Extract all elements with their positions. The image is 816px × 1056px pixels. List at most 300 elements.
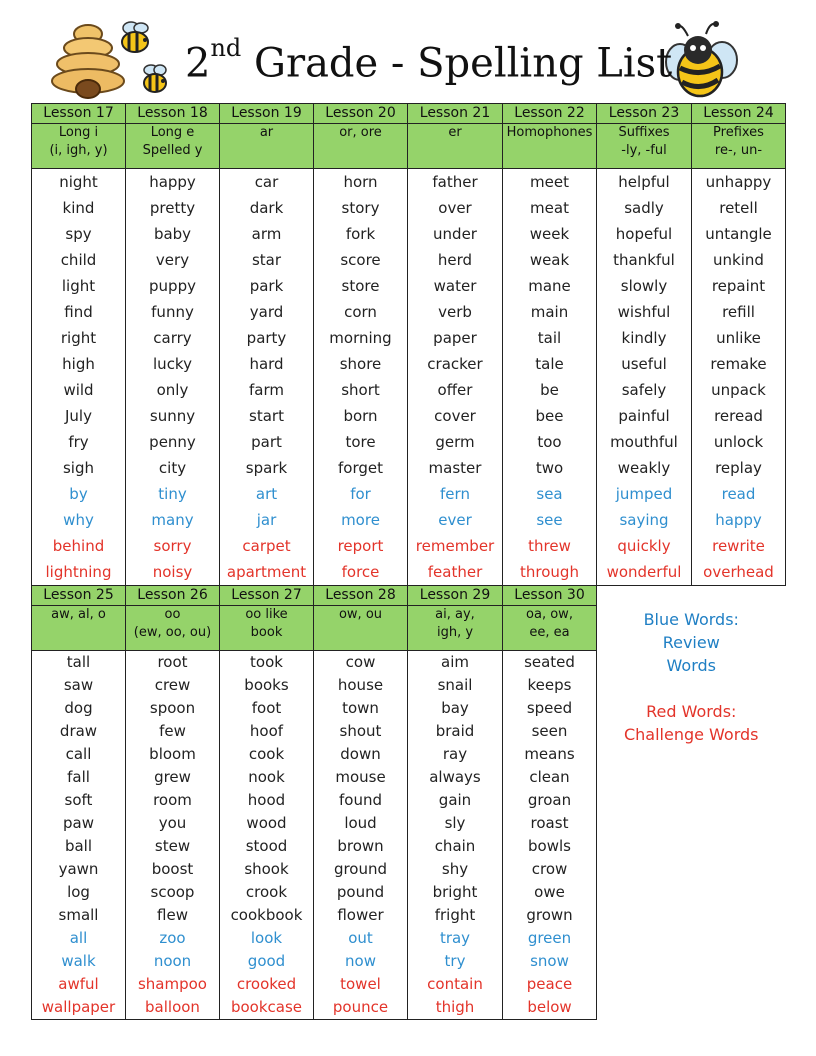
spelling-word: score xyxy=(340,251,381,269)
spelling-word: wild xyxy=(63,381,94,399)
spelling-word: aim xyxy=(441,653,469,671)
spelling-word: untangle xyxy=(705,225,772,243)
word-list xyxy=(408,169,503,586)
pattern-line: ai, ay, xyxy=(435,607,475,622)
spelling-word: you xyxy=(158,814,187,832)
pattern-line: ow, ou xyxy=(338,607,383,622)
spelling-word: dog xyxy=(64,699,93,717)
spelling-word: found xyxy=(339,791,382,809)
spelling-word: speed xyxy=(526,699,573,717)
spelling-grid xyxy=(31,103,786,1020)
lesson-header: Lesson 30 xyxy=(503,586,597,606)
spelling-word: father xyxy=(432,173,478,191)
spelling-word: cookbook xyxy=(230,906,303,924)
spelling-word: took xyxy=(250,653,283,671)
spelling-word: painful xyxy=(618,407,670,425)
spelling-word: corn xyxy=(344,303,377,321)
spelling-word: sadly xyxy=(624,199,664,217)
lesson-header: Lesson 17 xyxy=(32,104,126,124)
challenge-word: crooked xyxy=(236,975,297,993)
review-word: green xyxy=(527,929,572,947)
pattern-line: igh, y xyxy=(436,625,474,640)
pattern-line: (i, igh, y) xyxy=(49,143,108,158)
spelling-word: mouse xyxy=(335,768,386,786)
review-word: noon xyxy=(153,952,192,970)
spelling-word: roast xyxy=(530,814,569,832)
spelling-word: tail xyxy=(537,329,562,347)
pattern-line: Spelled y xyxy=(142,143,203,158)
spelling-word: star xyxy=(251,251,282,269)
spelling-word: brown xyxy=(337,837,384,855)
spelling-word: kindly xyxy=(621,329,667,347)
spelling-word: grown xyxy=(526,906,573,924)
spelling-word: wood xyxy=(246,814,287,832)
spelling-word: useful xyxy=(621,355,667,373)
lesson-pattern xyxy=(220,124,314,169)
spelling-word: refill xyxy=(722,303,755,321)
legend-text: Blue Words: xyxy=(643,610,739,629)
spelling-word: hopeful xyxy=(615,225,673,243)
spelling-word: unpack xyxy=(711,381,766,399)
spelling-word: horn xyxy=(343,173,378,191)
spelling-word: helpful xyxy=(618,173,670,191)
review-word: fern xyxy=(440,485,470,503)
spelling-word: tall xyxy=(66,653,91,671)
spelling-word: fork xyxy=(345,225,376,243)
spelling-word: cook xyxy=(248,745,285,763)
legend-text: Challenge Words xyxy=(623,725,759,744)
spelling-word: verb xyxy=(438,303,472,321)
pattern-line: Suffixes xyxy=(618,125,670,140)
review-word: sea xyxy=(536,485,563,503)
spelling-word: gain xyxy=(438,791,472,809)
spelling-word: log xyxy=(67,883,90,901)
spelling-word: unlike xyxy=(716,329,761,347)
lesson-header: Lesson 21 xyxy=(408,104,503,124)
pattern-line: Long i xyxy=(58,125,99,140)
challenge-word: apartment xyxy=(226,563,307,581)
review-word: more xyxy=(341,511,380,529)
review-word: now xyxy=(345,952,376,970)
lesson-header: Lesson 23 xyxy=(597,104,692,124)
spelling-word: meat xyxy=(530,199,569,217)
review-word: walk xyxy=(61,952,96,970)
review-word: read xyxy=(721,485,756,503)
spelling-word: bee xyxy=(535,407,564,425)
challenge-legend xyxy=(597,700,786,746)
challenge-word: awful xyxy=(58,975,99,993)
word-list xyxy=(126,169,220,586)
spelling-word: remake xyxy=(710,355,767,373)
word-list xyxy=(32,651,126,1020)
spelling-word: scoop xyxy=(150,883,195,901)
spelling-word: sigh xyxy=(62,459,94,477)
challenge-word: noisy xyxy=(152,563,193,581)
review-word: zoo xyxy=(159,929,186,947)
spelling-word: always xyxy=(429,768,481,786)
lesson-header: Lesson 24 xyxy=(692,104,786,124)
lesson-pattern xyxy=(503,606,597,651)
spelling-word: braid xyxy=(435,722,475,740)
spelling-word: loud xyxy=(344,814,377,832)
spelling-word: books xyxy=(244,676,289,694)
spelling-word: soft xyxy=(64,791,93,809)
bee-icon xyxy=(138,63,172,95)
pattern-line: aw, al, o xyxy=(51,607,106,622)
spelling-word: stew xyxy=(154,837,191,855)
spelling-word: ground xyxy=(333,860,388,878)
bee-icon xyxy=(660,20,744,102)
spelling-word: be xyxy=(540,381,559,399)
pattern-line: book xyxy=(250,625,283,640)
challenge-word: wallpaper xyxy=(41,998,116,1016)
lesson-header: Lesson 25 xyxy=(32,586,126,606)
pattern-line: ee, ea xyxy=(529,625,570,640)
spelling-word: foot xyxy=(251,699,282,717)
challenge-word: bookcase xyxy=(230,998,303,1016)
spelling-word: flew xyxy=(157,906,188,924)
word-list xyxy=(597,169,692,586)
pattern-line: Prefixes xyxy=(713,125,764,140)
spelling-word: room xyxy=(153,791,192,809)
spelling-word: cracker xyxy=(427,355,483,373)
lesson-header: Lesson 22 xyxy=(503,104,597,124)
spelling-word: grew xyxy=(154,768,191,786)
pattern-line: (ew, oo, ou) xyxy=(133,625,212,640)
page-title: 2nd Grade - Spelling List xyxy=(185,34,673,87)
spelling-word: farm xyxy=(249,381,284,399)
spelling-word: water xyxy=(433,277,477,295)
spelling-word: meet xyxy=(530,173,569,191)
challenge-word: shampoo xyxy=(137,975,207,993)
spelling-word: snail xyxy=(437,676,473,694)
spelling-word: unlock xyxy=(713,433,764,451)
spelling-word: owe xyxy=(534,883,565,901)
challenge-word: wonderful xyxy=(606,563,682,581)
pattern-line: -ly, -ful xyxy=(621,143,667,158)
spelling-word: funny xyxy=(151,303,194,321)
spelling-word: weak xyxy=(529,251,570,269)
review-word: all xyxy=(69,929,88,947)
spelling-word: replay xyxy=(715,459,762,477)
pattern-line: oa, ow, xyxy=(526,607,573,622)
bee-icon xyxy=(115,20,155,56)
spelling-word: spoon xyxy=(149,699,196,717)
spelling-word: high xyxy=(62,355,95,373)
spelling-word: paper xyxy=(433,329,477,347)
legend xyxy=(597,586,786,1020)
spelling-word: saw xyxy=(63,676,94,694)
review-legend xyxy=(597,608,786,677)
challenge-word: threw xyxy=(528,537,571,555)
spelling-word: wishful xyxy=(617,303,671,321)
pattern-line: er xyxy=(448,125,462,140)
review-word: try xyxy=(444,952,466,970)
review-word: jumped xyxy=(615,485,673,503)
spelling-word: bloom xyxy=(149,745,196,763)
review-word: look xyxy=(250,929,283,947)
lesson-pattern xyxy=(32,124,126,169)
spelling-word: party xyxy=(246,329,287,347)
spelling-word: main xyxy=(530,303,569,321)
lesson-header: Lesson 19 xyxy=(220,104,314,124)
spelling-word: offer xyxy=(437,381,473,399)
challenge-word: below xyxy=(527,998,572,1016)
word-list xyxy=(692,169,786,586)
spelling-word: forget xyxy=(338,459,383,477)
spelling-word: too xyxy=(537,433,562,451)
lesson-pattern xyxy=(408,606,503,651)
spelling-word: keeps xyxy=(527,676,572,694)
spelling-word: ball xyxy=(64,837,93,855)
spelling-word: fright xyxy=(434,906,476,924)
spelling-word: July xyxy=(65,407,92,425)
spelling-word: call xyxy=(65,745,92,763)
spelling-word: two xyxy=(535,459,564,477)
spelling-word: tale xyxy=(535,355,564,373)
spelling-word: fry xyxy=(68,433,89,451)
challenge-word: thigh xyxy=(435,998,475,1016)
spelling-word: paw xyxy=(63,814,94,832)
word-list xyxy=(126,651,220,1020)
spelling-word: part xyxy=(251,433,282,451)
pattern-line: re-, un- xyxy=(714,143,763,158)
review-word: many xyxy=(151,511,194,529)
spelling-word: hard xyxy=(249,355,284,373)
word-list xyxy=(314,651,408,1020)
spelling-word: means xyxy=(524,745,575,763)
lesson-header: Lesson 28 xyxy=(314,586,408,606)
spelling-word: start xyxy=(249,407,284,425)
challenge-word: overhead xyxy=(703,563,774,581)
spelling-word: few xyxy=(159,722,186,740)
spelling-word: sly xyxy=(444,814,466,832)
lesson-header: Lesson 26 xyxy=(126,586,220,606)
spelling-word: shook xyxy=(244,860,289,878)
pattern-line: ar xyxy=(259,125,274,140)
review-word: for xyxy=(350,485,371,503)
challenge-word: behind xyxy=(52,537,105,555)
word-list xyxy=(314,169,408,586)
spelling-word: mane xyxy=(528,277,571,295)
pattern-line: oo like xyxy=(245,607,288,622)
lesson-header: Lesson 20 xyxy=(314,104,408,124)
spelling-word: morning xyxy=(329,329,392,347)
challenge-word: contain xyxy=(427,975,483,993)
spelling-word: very xyxy=(155,251,190,269)
spelling-word: arm xyxy=(251,225,282,243)
spelling-word: weakly xyxy=(617,459,671,477)
word-list xyxy=(220,169,314,586)
spelling-word: bay xyxy=(441,699,469,717)
spelling-word: small xyxy=(58,906,99,924)
review-word: ever xyxy=(438,511,472,529)
spelling-word: story xyxy=(341,199,380,217)
spelling-word: dark xyxy=(249,199,284,217)
spelling-word: shore xyxy=(339,355,382,373)
spelling-word: happy xyxy=(149,173,196,191)
challenge-word: report xyxy=(337,537,384,555)
spelling-word: root xyxy=(157,653,188,671)
spelling-word: town xyxy=(342,699,379,717)
spelling-word: bowls xyxy=(528,837,571,855)
spelling-word: master xyxy=(428,459,482,477)
challenge-word: pounce xyxy=(332,998,389,1016)
challenge-word: remember xyxy=(415,537,495,555)
challenge-word: lightning xyxy=(45,563,112,581)
spelling-word: repaint xyxy=(711,277,766,295)
challenge-word: sorry xyxy=(153,537,192,555)
spelling-word: nook xyxy=(248,768,285,786)
spelling-word: crow xyxy=(531,860,568,878)
spelling-word: yawn xyxy=(58,860,99,878)
spelling-word: thankful xyxy=(613,251,675,269)
spelling-word: penny xyxy=(149,433,196,451)
review-word: tray xyxy=(439,929,471,947)
spelling-word: store xyxy=(341,277,380,295)
spelling-word: flower xyxy=(337,906,384,924)
spelling-word: shy xyxy=(441,860,469,878)
spelling-word: baby xyxy=(153,225,192,243)
spelling-word: tore xyxy=(345,433,376,451)
challenge-word: towel xyxy=(340,975,381,993)
pattern-line: Long e xyxy=(150,125,195,140)
challenge-word: balloon xyxy=(145,998,200,1016)
challenge-word: quickly xyxy=(617,537,671,555)
spelling-word: lucky xyxy=(153,355,192,373)
spelling-word: only xyxy=(156,381,189,399)
lesson-pattern xyxy=(692,124,786,169)
lesson-pattern xyxy=(597,124,692,169)
lesson-pattern xyxy=(126,124,220,169)
lesson-pattern xyxy=(220,606,314,651)
spelling-word: child xyxy=(60,251,97,269)
lesson-pattern xyxy=(126,606,220,651)
challenge-word: through xyxy=(520,563,579,581)
word-list xyxy=(408,651,503,1020)
spelling-word: boost xyxy=(151,860,194,878)
word-list xyxy=(503,651,597,1020)
review-word: see xyxy=(536,511,563,529)
lesson-pattern xyxy=(314,606,408,651)
spelling-word: bright xyxy=(432,883,478,901)
spelling-word: clean xyxy=(529,768,570,786)
spelling-word: shout xyxy=(339,722,382,740)
legend-text: Words xyxy=(666,656,716,675)
spelling-word: over xyxy=(438,199,472,217)
lesson-pattern xyxy=(408,124,503,169)
word-list xyxy=(220,651,314,1020)
spelling-word: short xyxy=(341,381,380,399)
word-list xyxy=(503,169,597,586)
spelling-word: ray xyxy=(442,745,468,763)
spelling-word: cover xyxy=(434,407,476,425)
spelling-word: seen xyxy=(531,722,568,740)
spelling-word: puppy xyxy=(149,277,196,295)
spelling-word: seated xyxy=(524,653,575,671)
spelling-word: carry xyxy=(153,329,192,347)
spelling-word: herd xyxy=(437,251,473,269)
spelling-word: find xyxy=(64,303,93,321)
review-word: snow xyxy=(530,952,569,970)
spelling-word: pound xyxy=(336,883,385,901)
spelling-word: spy xyxy=(65,225,92,243)
spelling-word: slowly xyxy=(620,277,668,295)
spelling-word: park xyxy=(249,277,284,295)
spelling-word: yard xyxy=(249,303,284,321)
review-word: by xyxy=(69,485,88,503)
spelling-word: under xyxy=(433,225,477,243)
challenge-word: rewrite xyxy=(712,537,765,555)
spelling-word: down xyxy=(340,745,381,763)
spelling-word: house xyxy=(337,676,384,694)
spelling-word: right xyxy=(60,329,97,347)
spelling-word: groan xyxy=(527,791,572,809)
lesson-header: Lesson 18 xyxy=(126,104,220,124)
spelling-word: reread xyxy=(714,407,763,425)
legend-text: Red Words: xyxy=(646,702,737,721)
lesson-pattern xyxy=(503,124,597,169)
review-word: tiny xyxy=(158,485,187,503)
spelling-word: chain xyxy=(434,837,476,855)
spelling-word: car xyxy=(254,173,279,191)
spelling-word: sunny xyxy=(149,407,196,425)
spelling-word: safely xyxy=(621,381,667,399)
pattern-line: Homophones xyxy=(506,125,593,140)
review-word: art xyxy=(255,485,278,503)
pattern-line: or, ore xyxy=(339,125,382,140)
spelling-word: crew xyxy=(154,676,191,694)
spelling-word: spark xyxy=(245,459,288,477)
word-list xyxy=(32,169,126,586)
review-word: saying xyxy=(619,511,669,529)
lesson-pattern xyxy=(32,606,126,651)
spelling-word: born xyxy=(343,407,378,425)
spelling-word: hoof xyxy=(249,722,284,740)
spelling-word: draw xyxy=(59,722,98,740)
spelling-word: week xyxy=(529,225,570,243)
lesson-pattern xyxy=(314,124,408,169)
challenge-word: force xyxy=(341,563,380,581)
challenge-word: feather xyxy=(427,563,483,581)
spelling-word: retell xyxy=(719,199,758,217)
spelling-word: germ xyxy=(435,433,475,451)
spelling-word: mouthful xyxy=(610,433,678,451)
spelling-word: fall xyxy=(67,768,90,786)
review-word: out xyxy=(348,929,373,947)
spelling-word: pretty xyxy=(149,199,196,217)
spelling-word: stood xyxy=(245,837,288,855)
lesson-header: Lesson 29 xyxy=(408,586,503,606)
spelling-word: cow xyxy=(345,653,376,671)
challenge-word: peace xyxy=(526,975,573,993)
pattern-line: oo xyxy=(164,607,181,622)
spelling-word: unkind xyxy=(713,251,764,269)
spelling-word: hood xyxy=(247,791,286,809)
spelling-word: crook xyxy=(245,883,288,901)
legend-text: Review xyxy=(662,633,720,652)
review-word: good xyxy=(247,952,286,970)
review-word: happy xyxy=(715,511,762,529)
spelling-word: light xyxy=(61,277,96,295)
spelling-word: city xyxy=(158,459,187,477)
review-word: jar xyxy=(256,511,277,529)
spelling-word: night xyxy=(59,173,98,191)
spelling-word: unhappy xyxy=(705,173,772,191)
spelling-word: kind xyxy=(62,199,95,217)
review-word: why xyxy=(63,511,94,529)
challenge-word: carpet xyxy=(242,537,291,555)
